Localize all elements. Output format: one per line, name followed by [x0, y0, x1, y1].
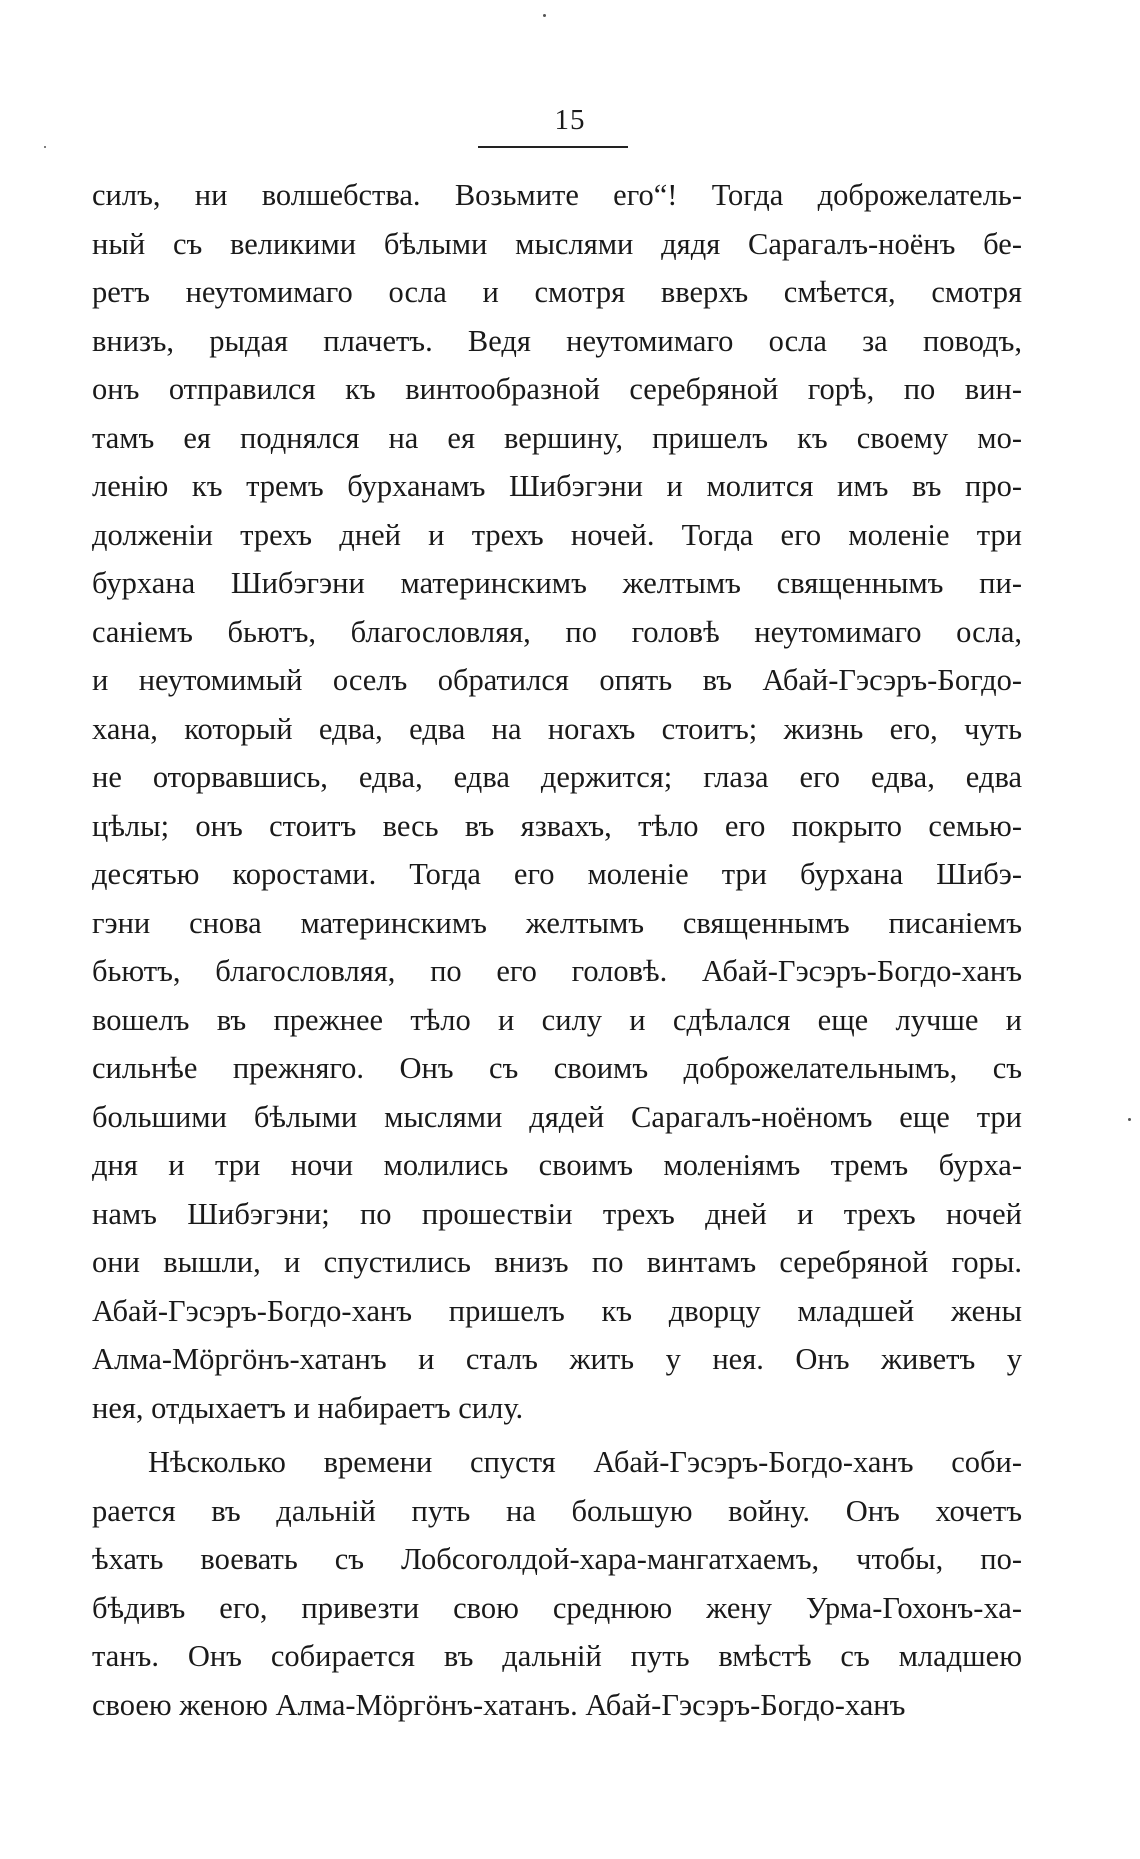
text-line: гэни снова материнскимъ желтымъ священнымъ писаніемъ	[92, 905, 1022, 940]
text-line: долженіи трехъ дней и трехъ ночей. Тогда его моленіе три	[92, 517, 1022, 552]
text-line: десятью коростами. Тогда его моленіе три бурхана Шибэ-	[92, 857, 1022, 891]
text-line: намъ Шибэгэни; по прошествіи трехъ дней и трехъ ночей	[92, 1196, 1022, 1231]
text-line: ный съ великими бѣлыми мыслями дядя Сарагалъ-ноёнъ бе-	[92, 226, 1022, 261]
text-line: сильнѣе прежняго. Онъ съ своимъ доброжелательнымъ, съ	[92, 1051, 1022, 1085]
text-line: Алма-Мöргöнъ-хатанъ и сталъ жить у нея. Онъ живетъ у	[92, 1342, 1022, 1376]
paragraph	[92, 1438, 1022, 1729]
text-line: вошелъ въ прежнее тѣло и силу и сдѣлался еще лучше и	[92, 1002, 1022, 1037]
text-line: ленію къ тремъ бурханамъ Шибэгэни и молится имъ въ про-	[92, 469, 1022, 503]
header-rule	[478, 146, 628, 148]
text-line: нея, отдыхаетъ и набираетъ силу.	[92, 1390, 524, 1425]
text-line: саніемъ бьютъ, благословляя, по головѣ неутомимаго осла,	[92, 614, 1022, 649]
text-line: дня и три ночи молились своимъ моленіямъ тремъ бурха-	[92, 1148, 1022, 1182]
text-line: тамъ ея поднялся на ея вершину, пришелъ къ своему мо-	[92, 420, 1022, 455]
print-speck-right	[1128, 1118, 1131, 1121]
text-line: рается въ дальній путь на большую войну. Онъ хочетъ	[92, 1493, 1022, 1528]
text-line: Нѣсколько времени спустя Абай-Гэсэръ-Богдо-ханъ соби-	[148, 1445, 1022, 1479]
text-line: танъ. Онъ собирается въ дальній путь вмѣстѣ съ младшею	[92, 1639, 1022, 1673]
text-line: ѣхать воевать съ Лобсоголдой-хара-мангатхаемъ, чтобы, по-	[92, 1542, 1022, 1576]
body-text	[92, 171, 1022, 1729]
paragraph	[92, 171, 1022, 1432]
text-line: они вышли, и спустились внизъ по винтамъ серебряной горы.	[92, 1245, 1022, 1279]
text-line: бьютъ, благословляя, по его головѣ. Абай-Гэсэръ-Богдо-ханъ	[92, 954, 1022, 988]
print-speck-top	[543, 14, 546, 17]
text-line: онъ отправился къ винтообразной серебряной горѣ, по вин-	[92, 372, 1022, 406]
text-line: хана, который едва, едва на ногахъ стоитъ; жизнь его, чуть	[92, 711, 1022, 746]
text-line: бѣдивъ его, привезти свою среднюю жену Урма-Гохонъ-ха-	[92, 1590, 1022, 1625]
text-line: большими бѣлыми мыслями дядей Сарагалъ-ноёномъ еще три	[92, 1099, 1022, 1134]
text-line: Абай-Гэсэръ-Богдо-ханъ пришелъ къ дворцу младшей жены	[92, 1293, 1022, 1328]
text-line: бурхана Шибэгэни материнскимъ желтымъ священнымъ пи-	[92, 566, 1022, 600]
text-line: и неутомимый оселъ обратился опять въ Абай-Гэсэръ-Богдо-	[92, 663, 1022, 697]
page-number: 15	[554, 104, 586, 136]
text-line: ретъ неутомимаго осла и смотря вверхъ смѣется, смотря	[92, 275, 1022, 309]
text-line: своею женою Алма-Мöргöнъ-хатанъ. Абай-Гэсэръ-Богдо-ханъ	[92, 1687, 906, 1722]
text-line: не оторвавшись, едва, едва держится; глаза его едва, едва	[92, 760, 1022, 794]
text-line: внизъ, рыдая плачетъ. Ведя неутомимаго осла за поводъ,	[92, 323, 1022, 358]
text-line: силъ, ни волшебства. Возьмите его“! Тогда доброжелатель-	[92, 178, 1022, 212]
print-speck-left	[44, 146, 46, 148]
text-line: цѣлы; онъ стоитъ весь въ язвахъ, тѣло его покрыто семью-	[92, 808, 1022, 843]
